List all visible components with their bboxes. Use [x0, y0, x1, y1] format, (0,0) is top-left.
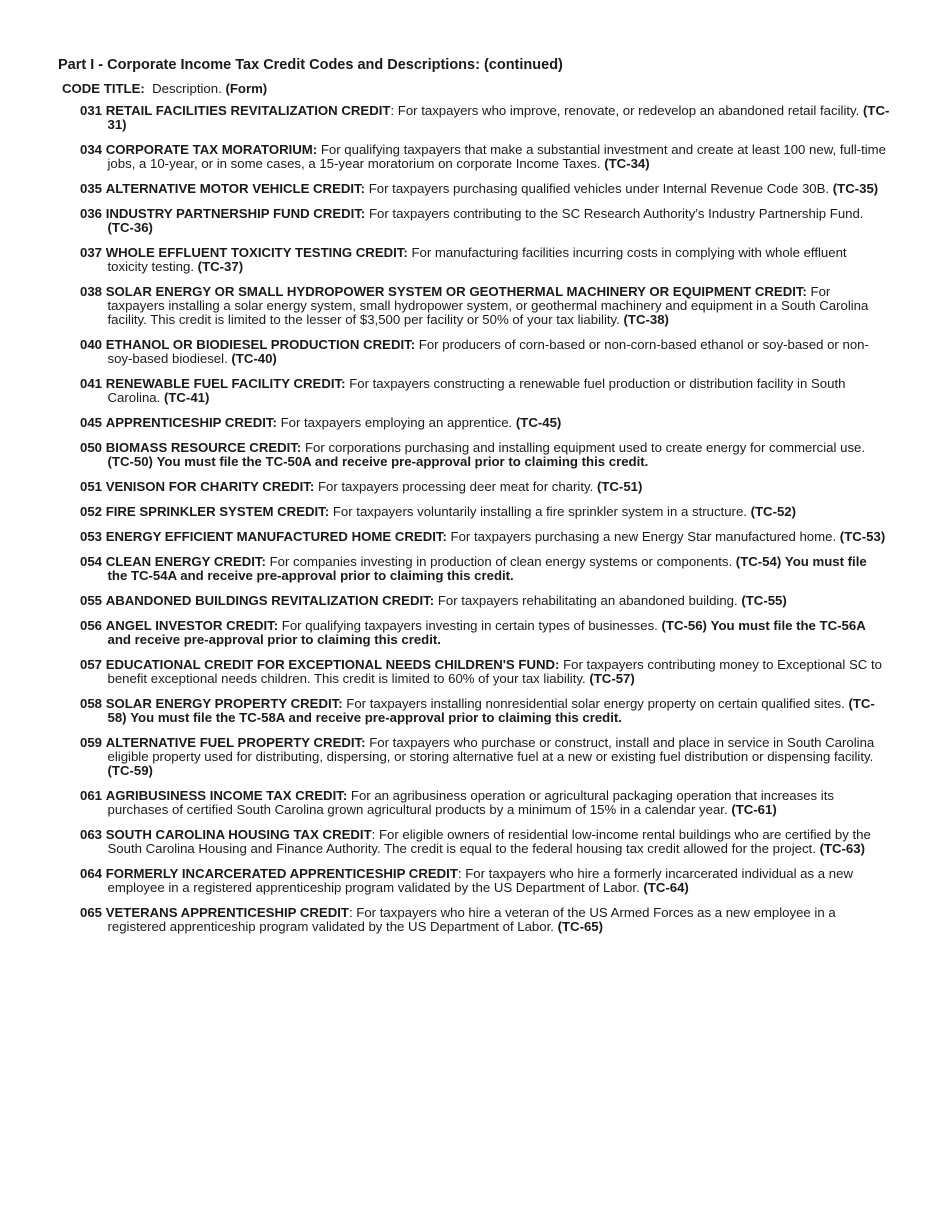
- credit-entry-037: [80, 246, 890, 274]
- credit-description: For taxpayers voluntarily installing a fire sprinkler system in a structure.: [332, 504, 747, 519]
- credit-form: (TC-58): [107, 696, 875, 725]
- credit-entry-031: [80, 104, 890, 132]
- credit-code: 065: [80, 905, 103, 920]
- credit-form: (TC-40): [231, 351, 277, 366]
- credit-code: 050: [80, 440, 103, 455]
- credit-description: For qualifying taxpayers investing in certain types of businesses.: [281, 618, 658, 633]
- credit-title: WHOLE EFFLUENT TOXICITY TESTING CREDIT:: [105, 245, 408, 260]
- credit-code: 064: [80, 866, 103, 881]
- credit-entry-063: [80, 828, 890, 856]
- credit-code-list: [80, 104, 890, 945]
- credit-code: 035: [80, 181, 103, 196]
- credit-title: INDUSTRY PARTNERSHIP FUND CREDIT:: [105, 206, 366, 221]
- credit-entry-061: [80, 789, 890, 817]
- credit-entry-055: [80, 594, 890, 608]
- credit-title: EDUCATIONAL CREDIT FOR EXCEPTIONAL NEEDS CHILDREN'S FUND:: [105, 657, 560, 672]
- credit-code: 059: [80, 735, 103, 750]
- credit-description: For qualifying taxpayers that make a substantial investment and create at least 100 new, full-time jobs, a 10-year, or in some cases, a 15-year moratorium on corporate Income Taxes.: [107, 142, 887, 171]
- credit-form: (TC-65): [557, 919, 604, 934]
- credit-preapproval-note: You must file the TC-54A and receive pre-approval prior to claiming this credit.: [107, 554, 867, 583]
- credit-description: For taxpayers who improve, renovate, or redevelop an abandoned retail facility.: [397, 103, 860, 118]
- credit-code: 045: [80, 415, 103, 430]
- credit-description: For taxpayers employing an apprentice.: [280, 415, 513, 430]
- credit-entry-064: [80, 867, 890, 895]
- credit-code: 051: [80, 479, 103, 494]
- credit-code: 040: [80, 337, 103, 352]
- credit-entry-065: [80, 906, 890, 934]
- credit-entry-038: [80, 285, 890, 327]
- part-title: Part I - Corporate Income Tax Credit Codes and Descriptions: (continued): [58, 57, 563, 73]
- credit-form: (TC-36): [107, 220, 153, 235]
- credit-description: For taxpayers purchasing qualified vehicles under Internal Revenue Code 30B.: [368, 181, 830, 196]
- credit-code: 057: [80, 657, 103, 672]
- credit-code: 031: [80, 103, 103, 118]
- credit-description: For taxpayers installing a solar energy system, small hydropower system, or geothermal machinery and equipment in a South Carolina facility. This credit is limited to the lesser of $3,500 per facility or 50% of your tax liability.: [107, 284, 869, 327]
- credit-form: (TC-52): [750, 504, 797, 519]
- credit-separator: :: [348, 905, 357, 920]
- credit-description: For taxpayers processing deer meat for charity.: [317, 479, 594, 494]
- credit-form: (TC-59): [107, 763, 153, 778]
- credit-form: (TC-54): [735, 554, 782, 569]
- credit-preapproval-note: You must file the TC-50A and receive pre-approval prior to claiming this credit.: [156, 454, 649, 469]
- credit-entry-035: [80, 182, 890, 196]
- credit-description: For taxpayers installing nonresidential solar energy property on certain qualified sites.: [346, 696, 845, 711]
- credit-code: 061: [80, 788, 103, 803]
- credit-code: 041: [80, 376, 103, 391]
- credit-title: SOLAR ENERGY PROPERTY CREDIT:: [105, 696, 343, 711]
- credit-description: For eligible owners of residential low-income rental buildings who are certified by the South Carolina Housing and Finance Authority. The credit is equal to the federal housing tax credit allowed for the project.: [107, 827, 871, 856]
- credit-title: RENEWABLE FUEL FACILITY CREDIT:: [105, 376, 346, 391]
- credit-separator: :: [390, 103, 398, 118]
- credit-form: (TC-56): [661, 618, 707, 633]
- credit-title: VENISON FOR CHARITY CREDIT:: [105, 479, 315, 494]
- credit-title: APPRENTICESHIP CREDIT:: [105, 415, 277, 430]
- credit-title: FIRE SPRINKLER SYSTEM CREDIT:: [105, 504, 330, 519]
- credit-description: For taxpayers who hire a veteran of the US Armed Forces as a new employee in a registered apprenticeship program validated by the US Department of Labor.: [107, 905, 836, 934]
- credit-form: (TC-64): [643, 880, 689, 895]
- credit-description: For an agribusiness operation or agricultural packaging operation that increases its purchases of certified South Carolina grown agricultural products by a minimum of 15% in a calendar year.: [107, 788, 834, 817]
- legend-form: (Form): [225, 81, 268, 96]
- credit-description: For corporations purchasing and installing equipment used to create energy for commercial use.: [305, 440, 866, 455]
- credit-form: (TC-51): [596, 479, 643, 494]
- credit-title: ABANDONED BUILDINGS REVITALIZATION CREDIT:: [105, 593, 435, 608]
- credit-title: FORMERLY INCARCERATED APPRENTICESHIP CREDIT: [105, 866, 458, 881]
- credit-code: 038: [80, 284, 103, 299]
- credit-code: 034: [80, 142, 103, 157]
- credit-entry-052: [80, 505, 890, 519]
- credit-form: (TC-57): [589, 671, 635, 686]
- credit-separator: :: [371, 827, 379, 842]
- credit-code: 054: [80, 554, 103, 569]
- credit-form: (TC-35): [832, 181, 879, 196]
- credit-form: (TC-31): [107, 103, 890, 132]
- credit-description: For companies investing in production of clean energy systems or components.: [269, 554, 733, 569]
- credit-description: For taxpayers contributing money to Exceptional SC to benefit exceptional needs children. This credit is limited to 60% of your tax liability.: [107, 657, 882, 686]
- credit-form: (TC-41): [163, 390, 210, 405]
- credit-entry-057: [80, 658, 890, 686]
- credit-form: (TC-50): [107, 454, 153, 469]
- credit-form: (TC-34): [604, 156, 650, 171]
- credit-entry-034: [80, 143, 890, 171]
- credit-title: SOLAR ENERGY OR SMALL HYDROPOWER SYSTEM OR GEOTHERMAL MACHINERY OR EQUIPMENT CREDIT:: [105, 284, 807, 299]
- credit-entry-054: [80, 555, 890, 583]
- credit-code: 056: [80, 618, 103, 633]
- credit-title: VETERANS APPRENTICESHIP CREDIT: [105, 905, 349, 920]
- credit-description: For manufacturing facilities incurring costs in complying with whole effluent toxicity testing.: [107, 245, 847, 274]
- credit-preapproval-note: You must file the TC-56A and receive pre-approval prior to claiming this credit.: [107, 618, 866, 647]
- credit-title: ENERGY EFFICIENT MANUFACTURED HOME CREDIT:: [105, 529, 447, 544]
- credit-description: For taxpayers purchasing a new Energy Star manufactured home.: [450, 529, 837, 544]
- credit-entry-059: [80, 736, 890, 778]
- credit-description: For taxpayers who hire a formerly incarcerated individual as a new employee in a registered apprenticeship program validated by the US Department of Labor.: [107, 866, 853, 895]
- credit-title: AGRIBUSINESS INCOME TAX CREDIT:: [105, 788, 348, 803]
- credit-description: For taxpayers contributing to the SC Research Authority’s Industry Partnership Fund.: [368, 206, 864, 221]
- credit-entry-041: [80, 377, 890, 405]
- code-legend: [62, 81, 267, 96]
- credit-title: ETHANOL OR BIODIESEL PRODUCTION CREDIT:: [105, 337, 416, 352]
- credit-form: (TC-55): [741, 593, 787, 608]
- credit-code: 053: [80, 529, 103, 544]
- credit-form: (TC-38): [623, 312, 669, 327]
- credit-title: SOUTH CAROLINA HOUSING TAX CREDIT: [105, 827, 372, 842]
- credit-entry-036: [80, 207, 890, 235]
- credit-entry-051: [80, 480, 890, 494]
- credit-description: For taxpayers constructing a renewable fuel production or distribution facility in South Carolina.: [107, 376, 846, 405]
- credit-title: CLEAN ENERGY CREDIT:: [105, 554, 266, 569]
- credit-code: 063: [80, 827, 103, 842]
- credit-entry-058: [80, 697, 890, 725]
- credit-entry-056: [80, 619, 890, 647]
- credit-title: ANGEL INVESTOR CREDIT:: [105, 618, 279, 633]
- credit-entry-053: [80, 530, 890, 544]
- credit-description: For taxpayers rehabilitating an abandoned building.: [437, 593, 738, 608]
- credit-code: 058: [80, 696, 103, 711]
- credit-form: (TC-63): [819, 841, 865, 856]
- credit-title: CORPORATE TAX MORATORIUM:: [105, 142, 318, 157]
- credit-title: ALTERNATIVE FUEL PROPERTY CREDIT:: [105, 735, 366, 750]
- credit-code: 052: [80, 504, 103, 519]
- credit-title: ALTERNATIVE MOTOR VEHICLE CREDIT:: [105, 181, 366, 196]
- credit-description: For producers of corn-based or non-corn-based ethanol or soy-based or non-soy-based biodiesel.: [107, 337, 869, 366]
- credit-entry-045: [80, 416, 890, 430]
- credit-title: RETAIL FACILITIES REVITALIZATION CREDIT: [105, 103, 391, 118]
- credit-entry-040: [80, 338, 890, 366]
- credit-preapproval-note: You must file the TC-58A and receive pre-approval prior to claiming this credit.: [130, 710, 622, 725]
- credit-entry-050: [80, 441, 890, 469]
- credit-form: (TC-37): [197, 259, 244, 274]
- credit-title: BIOMASS RESOURCE CREDIT:: [105, 440, 302, 455]
- credit-code: 055: [80, 593, 103, 608]
- credit-code: 036: [80, 206, 103, 221]
- legend-description: Description.: [152, 81, 222, 96]
- credit-separator: :: [457, 866, 466, 881]
- credit-form: (TC-45): [515, 415, 562, 430]
- credit-form: (TC-61): [731, 802, 777, 817]
- credit-description: For taxpayers who purchase or construct, install and place in service in South Carolina eligible property used for distributing, dispersing, or storing alternative fuel at a new or existing fuel distribution or dispensing facility.: [107, 735, 875, 764]
- credit-form: (TC-53): [839, 529, 886, 544]
- legend-code-title: CODE TITLE:: [62, 81, 145, 96]
- credit-code: 037: [80, 245, 103, 260]
